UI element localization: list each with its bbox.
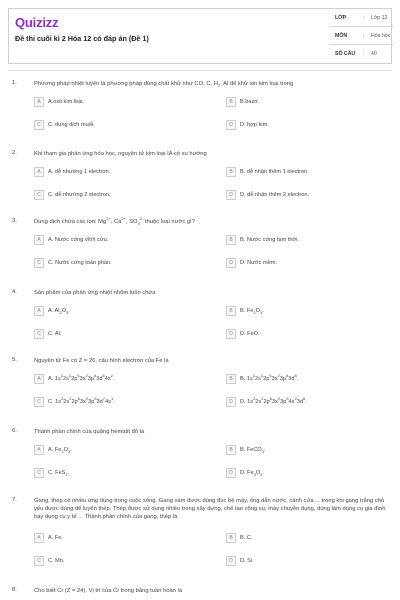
option-text: D. Nước mềm. bbox=[240, 259, 277, 266]
option-text: B. FeCO$_3$. bbox=[240, 446, 266, 454]
meta-key: SỐ CÂU bbox=[335, 51, 356, 57]
option-b[interactable] bbox=[226, 235, 396, 245]
option-c[interactable] bbox=[34, 190, 204, 200]
option-text: D. dễ nhận thêm 2 electron. bbox=[240, 191, 310, 198]
option-text: D. FeO. bbox=[240, 330, 260, 337]
meta-value: Lớp 12 bbox=[371, 15, 388, 21]
option-text: B. C. bbox=[240, 534, 253, 541]
option-letter-box: C bbox=[34, 397, 44, 407]
option-a[interactable] bbox=[34, 235, 204, 245]
option-letter-box: B bbox=[226, 374, 236, 384]
option-letter-box: D bbox=[226, 556, 236, 566]
option-d[interactable] bbox=[226, 556, 396, 566]
option-text: C. dễ nhường 2 electron. bbox=[48, 191, 111, 198]
option-letter-box: A bbox=[34, 533, 44, 543]
option-b[interactable] bbox=[226, 533, 396, 543]
option-letter-box: A bbox=[34, 445, 44, 455]
question-number: 6. bbox=[12, 428, 17, 434]
meta-row-count: SỐ CÂU : 40 bbox=[335, 51, 377, 57]
option-text: C. Nước cứng toàn phần. bbox=[48, 259, 112, 266]
option-letter-box: B bbox=[226, 306, 236, 316]
option-text: C. Mn. bbox=[48, 557, 65, 564]
option-letter-box: C bbox=[34, 190, 44, 200]
option-d[interactable] bbox=[226, 329, 396, 339]
option-text: A. $1s^22s^22p^63s^23p^63d^64s^2$. bbox=[48, 372, 115, 382]
question-stem: Thành phần chính của quặng hematit đỏ là bbox=[34, 429, 145, 435]
worksheet-title: Đề thi cuối kì 2 Hóa 12 có đáp án (Đề 1) bbox=[15, 34, 149, 43]
option-a[interactable] bbox=[34, 533, 204, 543]
question-number: 3. bbox=[12, 218, 17, 224]
option-letter-box: D bbox=[226, 468, 236, 478]
meta-key: LỚP bbox=[335, 15, 347, 21]
option-letter-box: A bbox=[34, 374, 44, 384]
question-stem: Nguyên tử Fe có Z = 26, cấu hình electron của Fe là bbox=[34, 358, 169, 364]
option-c[interactable] bbox=[34, 120, 204, 130]
option-text: A. dễ nhường 1 electron. bbox=[48, 168, 111, 175]
option-letter-box: B bbox=[226, 167, 236, 177]
option-text: A.oxit kim loại. bbox=[48, 98, 85, 105]
option-d[interactable] bbox=[226, 120, 396, 130]
option-letter-box: B bbox=[226, 97, 236, 107]
option-a[interactable] bbox=[34, 374, 204, 384]
option-a[interactable] bbox=[34, 445, 204, 455]
quizizz-logo: Quizizz bbox=[15, 15, 59, 30]
meta-value: Hóa học bbox=[371, 33, 391, 39]
question-number: 1. bbox=[12, 80, 17, 86]
option-letter-box: D bbox=[226, 120, 236, 130]
option-letter-box: D bbox=[226, 397, 236, 407]
option-letter-box: B bbox=[226, 235, 236, 245]
option-text: B. dễ nhận thêm 1 electron. bbox=[240, 168, 309, 175]
question-number: 8. bbox=[12, 587, 17, 593]
option-letter-box: A bbox=[34, 235, 44, 245]
option-text: C. dung dịch muối. bbox=[48, 121, 95, 128]
option-a[interactable] bbox=[34, 306, 204, 316]
option-letter-box: B bbox=[226, 533, 236, 543]
option-c[interactable] bbox=[34, 258, 204, 268]
option-text: D. Si. bbox=[240, 557, 254, 564]
option-letter-box: C bbox=[34, 329, 44, 339]
option-text: A. $Fe_2O_3$. bbox=[48, 446, 72, 454]
option-d[interactable] bbox=[226, 190, 396, 200]
option-text: C. Al. bbox=[48, 330, 62, 337]
option-b[interactable] bbox=[226, 445, 396, 455]
option-letter-box: A bbox=[34, 97, 44, 107]
option-letter-box: D bbox=[226, 258, 236, 268]
option-letter-box: D bbox=[226, 190, 236, 200]
option-letter-box: A bbox=[34, 167, 44, 177]
question-number: 2. bbox=[12, 150, 17, 156]
option-text: C. $1s^22s^22p^63s^23p^63d^74s^1$. bbox=[48, 395, 115, 405]
option-text: B. $1s^22s^22p^63s^23p^63d^8$. bbox=[240, 372, 299, 382]
option-letter-box: C bbox=[34, 556, 44, 566]
option-letter-box: C bbox=[34, 120, 44, 130]
option-c[interactable] bbox=[34, 329, 204, 339]
option-letter-box: D bbox=[226, 329, 236, 339]
option-c[interactable] bbox=[34, 556, 204, 566]
option-d[interactable] bbox=[226, 468, 396, 478]
option-b[interactable] bbox=[226, 97, 396, 107]
option-d[interactable] bbox=[226, 258, 396, 268]
question-number: 5. bbox=[12, 357, 17, 363]
option-letter-box: A bbox=[34, 306, 44, 316]
option-a[interactable] bbox=[34, 97, 204, 107]
option-text: D. $1s^22s^22p^63s^23p^64s^23d^6$. bbox=[240, 395, 307, 405]
option-text: A. $Al_2O_3$. bbox=[48, 307, 70, 315]
question-stem: Phương pháp nhiệt luyện là phương pháp dùng chất khử như CO, C, $H_2$, Al để khử ion kim loại trong bbox=[34, 81, 294, 89]
option-text: B.bazơ. bbox=[240, 98, 260, 105]
meta-row-subject: MÔN : Hóa học bbox=[329, 27, 393, 45]
option-text: D. $Fe_3O_4$. bbox=[240, 469, 265, 477]
option-text: D. hợp kim. bbox=[240, 121, 269, 128]
option-letter-box: B bbox=[226, 445, 236, 455]
meta-value: 40 bbox=[371, 51, 377, 57]
question-number: 4. bbox=[12, 289, 17, 295]
option-text: B. Nước cứng tạm thời. bbox=[240, 236, 299, 243]
question-stem: Gang, thép có nhiều ứng dụng trong cuộc sống. Gang xám được dùng đúc bệ máy, ống dẫn nước, cánh cửa ... trong khi gang trắng chủ yếu được dùng để luyện thép. Thép được sử dụng nhiều trong xây dựng, chế tạo công cụ, máy chuyên dụng, dùng làm dụng cụ gia đình hay dụng cụ y tế ... Thành phần chính của gang, thép là bbox=[34, 498, 386, 520]
option-c[interactable] bbox=[34, 397, 204, 407]
option-c[interactable] bbox=[34, 468, 204, 478]
option-d[interactable] bbox=[226, 397, 396, 407]
worksheet-header bbox=[8, 8, 392, 64]
meta-key: MÔN bbox=[335, 33, 348, 39]
option-b[interactable] bbox=[226, 374, 396, 384]
question-stem: Khi tham gia phản ứng hóa học, nguyên tử kim loại IA có xu hướng bbox=[34, 151, 207, 157]
option-b[interactable] bbox=[226, 306, 396, 316]
meta-row-class: LỚP : Lớp 12 bbox=[329, 9, 393, 27]
meta-table bbox=[329, 9, 393, 65]
option-letter-box: C bbox=[34, 258, 44, 268]
option-text: C. FeS$_2$. bbox=[48, 469, 70, 477]
option-a[interactable] bbox=[34, 167, 204, 177]
option-letter-box: C bbox=[34, 468, 44, 478]
option-text: B. $Fe_2O_3$. bbox=[240, 307, 264, 315]
question-stem: Dung dịch chứa các ion: $Mg^{2+}$, $Ca^{2+}$, $SO_4^{2-}$ thuộc loại nước gì? bbox=[34, 216, 195, 227]
question-stem: Cho biết Cr (Z = 24). Vị trí của Cr trong bảng tuần hoàn là bbox=[34, 588, 183, 594]
question-number: 7. bbox=[12, 497, 17, 503]
question-stem: Sản phẩm của phản ứng nhiệt nhôm luôn chứa bbox=[34, 290, 156, 296]
header-divider bbox=[8, 70, 392, 71]
option-b[interactable] bbox=[226, 167, 396, 177]
option-text: A. Nước cứng vĩnh cửu. bbox=[48, 236, 109, 243]
option-text: A. Fe. bbox=[48, 534, 63, 541]
